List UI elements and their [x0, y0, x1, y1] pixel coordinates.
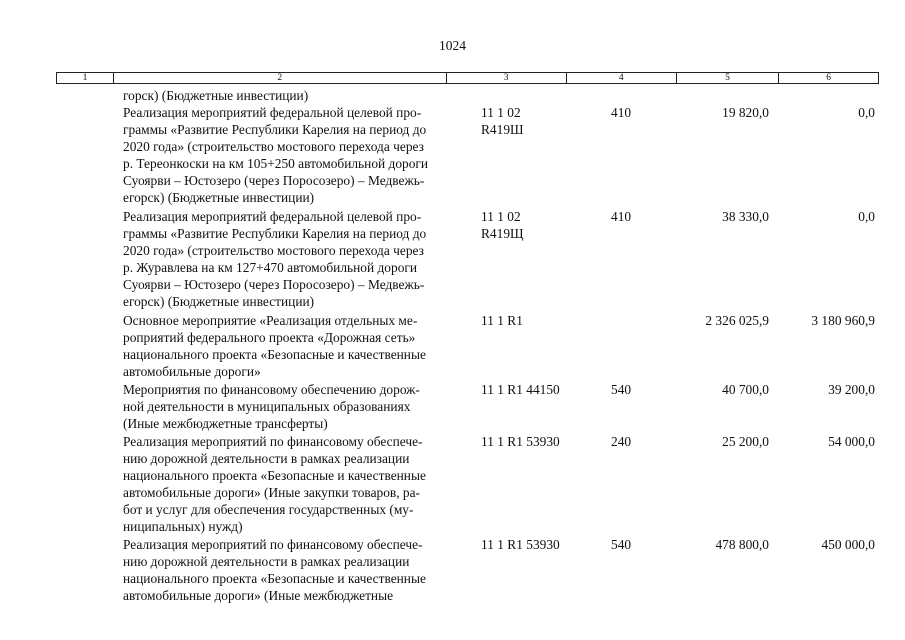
column-header-4: 4 [567, 73, 677, 83]
row-expense-type: 410 [611, 105, 632, 120]
row-amount-col5: 25 200,0 [722, 434, 769, 449]
column-header-6: 6 [826, 73, 831, 83]
row-amount-col6: 3 180 960,9 [811, 313, 875, 328]
column-header-3: 3 [447, 73, 567, 83]
table-row [0, 433, 905, 536]
table-body [0, 87, 905, 606]
row-expense-type: 540 [611, 537, 632, 552]
table-row [0, 312, 905, 381]
row-amount-col6: 450 000,0 [821, 537, 875, 552]
row-amount-col6: 0,0 [858, 105, 875, 120]
row-amount-col5: 40 700,0 [722, 382, 769, 397]
row-amount-col5: 38 330,0 [722, 209, 769, 224]
table-row [0, 104, 905, 208]
row-amount-col6: 0,0 [858, 209, 875, 224]
row-code: 11 1 R1 [481, 313, 523, 328]
row-expense-type: 540 [611, 382, 632, 397]
column-header-5: 5 [677, 73, 780, 83]
row-amount-col5: 2 326 025,9 [705, 313, 769, 328]
row-code: 11 1 02 R419Ш [481, 105, 524, 137]
table-row [0, 208, 905, 312]
row-description: Реализация мероприятий федеральной целевой про- граммы «Развитие Республики Карелия на период до 2020 года» (строительство мостового перехода через р. Журавлева на км 127+470 автомобильной дороги Суоярви – Юстозеро (через Поросозеро) – Медвежь- егорск) (Бюджетные инвестиции) [123, 209, 427, 309]
row-description: Реализация мероприятий по финансовому обеспече- нию дорожной деятельности в рамках реализации национального проекта «Безопасные и качественные автомобильные дороги» (Иные закупки товаров, ра- бот и услуг для обеспечения государственных (му- ниципальных) нужд) [123, 434, 426, 534]
row-expense-type: 240 [611, 434, 632, 449]
row-amount-col5: 478 800,0 [715, 537, 769, 552]
row-code: 11 1 R1 53930 [481, 537, 560, 552]
row-description: Основное мероприятие «Реализация отдельных ме- роприятий федерального проекта «Дорожная сеть» национального проекта «Безопасные и качественные автомобильные дороги» [123, 313, 426, 379]
row-description: Мероприятия по финансовому обеспечению дорож- ной деятельности в муниципальных образованиях (Иные межбюджетные трансферты) [123, 382, 420, 431]
row-amount-col6: 54 000,0 [828, 434, 875, 449]
row-description: Реализация мероприятий по финансовому обеспече- нию дорожной деятельности в рамках реализации национального проекта «Безопасные и качественные автомобильные дороги» (Иные межбюджетные [123, 537, 426, 603]
row-amount-col6: 39 200,0 [828, 382, 875, 397]
row-code: 11 1 02 R419Щ [481, 209, 524, 241]
row-code: 11 1 R1 44150 [481, 382, 560, 397]
column-header-2: 2 [114, 73, 447, 83]
row-description: горск) (Бюджетные инвестиции) [123, 88, 309, 103]
table-row [0, 381, 905, 433]
row-amount-col5: 19 820,0 [722, 105, 769, 120]
page-number: 1024 [439, 38, 466, 53]
row-description: Реализация мероприятий федеральной целевой про- граммы «Развитие Республики Карелия на период до 2020 года» (строительство мостового перехода через р. Тереонкоски на км 105+250 автомобильной дороги Суоярви – Юстозеро (через Поросозеро) – Медвежь- егорск) (Бюджетные инвестиции) [123, 105, 429, 205]
table-header [56, 72, 879, 84]
column-header-1: 1 [57, 73, 114, 83]
row-expense-type: 410 [611, 209, 632, 224]
table-row [0, 536, 905, 606]
row-code: 11 1 R1 53930 [481, 434, 560, 449]
table-row [0, 87, 905, 104]
